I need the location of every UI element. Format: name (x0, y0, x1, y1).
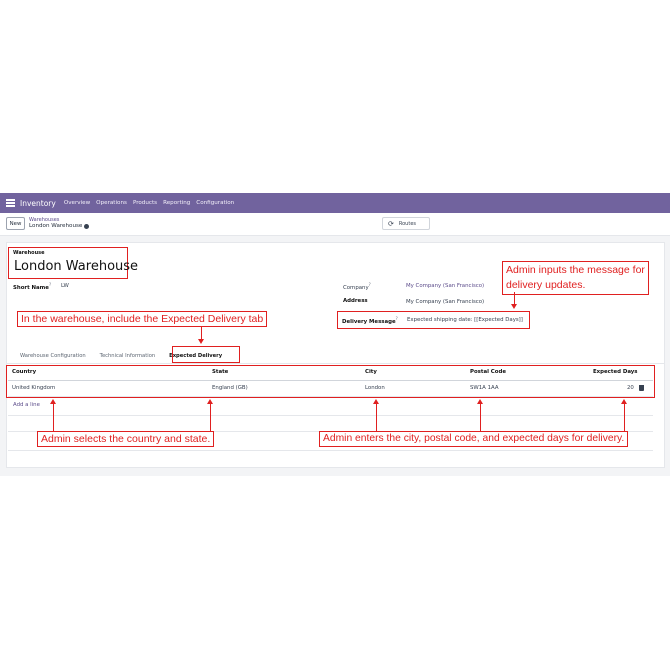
app-name[interactable]: Inventory (20, 198, 56, 208)
annotation-message-line1: Admin inputs the message for (506, 264, 645, 276)
arrow-shaft (53, 403, 54, 431)
annotation-city-postal: Admin enters the city, postal code, and expected days for delivery. (319, 431, 628, 447)
breadcrumb-current (29, 223, 89, 229)
help-icon[interactable]: ? (395, 316, 398, 321)
column-header-expected-days[interactable]: Expected Days (593, 369, 638, 375)
nav-reporting[interactable]: Reporting (163, 200, 191, 206)
arrow-shaft (624, 403, 625, 431)
nav-configuration[interactable]: Configuration (196, 200, 235, 206)
company-field[interactable]: My Company (San Francisco) (406, 283, 485, 289)
nav-products[interactable]: Products (132, 200, 158, 206)
routes-label: Routes (398, 220, 416, 227)
add-line-link[interactable]: Add a line (13, 402, 40, 408)
gear-icon[interactable] (84, 224, 89, 229)
annotation-country-state: Admin selects the country and state. (37, 431, 214, 447)
row-divider (8, 450, 653, 451)
warehouse-name-field[interactable]: London Warehouse (14, 259, 139, 274)
warehouse-label: Warehouse (13, 250, 45, 256)
cell-expected-days[interactable]: 20 (627, 385, 634, 391)
tab-technical-information[interactable]: Technical Information (99, 353, 156, 359)
tab-warehouse-configuration[interactable]: Warehouse Configuration (20, 353, 86, 359)
header-divider (8, 380, 653, 381)
column-header-postal-code[interactable]: Postal Code (470, 369, 506, 375)
cell-country[interactable]: United Kingdom (12, 385, 56, 391)
annotation-tab: In the warehouse, include the Expected Delivery tab (17, 311, 267, 327)
cell-postal-code[interactable]: SW1A 1AA (470, 385, 499, 391)
table-highlight-box (6, 365, 655, 398)
breadcrumb-current-label: London Warehouse (29, 223, 83, 229)
row-divider (8, 415, 653, 416)
short-name-field[interactable]: LW (61, 283, 69, 289)
apps-menu-icon[interactable] (6, 199, 15, 208)
company-label (343, 282, 371, 291)
cell-city[interactable]: London (365, 385, 385, 391)
help-icon[interactable]: ? (48, 282, 52, 287)
delivery-message-label (342, 316, 398, 325)
routes-button[interactable] (382, 217, 430, 230)
arrow-shaft (210, 403, 211, 431)
nav-operations[interactable]: Operations (96, 200, 127, 206)
delivery-message-label-text: Delivery Message (342, 318, 396, 325)
tab-expected-delivery[interactable]: Expected Delivery (169, 353, 223, 359)
short-name-label (13, 282, 51, 291)
nav-overview[interactable]: Overview (63, 200, 91, 206)
company-label-text: Company (343, 284, 369, 291)
address-label: Address (343, 298, 368, 304)
trash-icon[interactable] (639, 385, 644, 391)
refresh-icon: ⟳ (388, 219, 394, 228)
column-header-country[interactable]: Country (12, 369, 37, 375)
address-field[interactable]: My Company (San Francisco) (406, 299, 485, 305)
short-name-label-text: Short Name (13, 284, 49, 291)
row-divider (8, 396, 653, 397)
new-button[interactable]: New (6, 217, 25, 230)
control-panel (0, 213, 670, 236)
arrow-head (511, 304, 517, 309)
column-header-city[interactable]: City (365, 369, 377, 375)
arrow-head (198, 339, 204, 344)
help-icon[interactable]: ? (368, 282, 371, 287)
cell-state[interactable]: England (GB) (212, 385, 248, 391)
breadcrumb-parent[interactable]: Warehouses (29, 217, 60, 223)
tabs-divider (6, 363, 665, 364)
annotation-message-line2: delivery updates. (506, 279, 586, 291)
delivery-message-field[interactable]: Expected shipping date: [[Expected Days]] (407, 317, 523, 323)
arrow-shaft (376, 403, 377, 431)
tab-highlight-box (172, 346, 240, 363)
annotation-message (502, 261, 649, 295)
arrow-shaft (480, 403, 481, 431)
column-header-state[interactable]: State (212, 369, 229, 375)
top-navbar (0, 193, 670, 213)
